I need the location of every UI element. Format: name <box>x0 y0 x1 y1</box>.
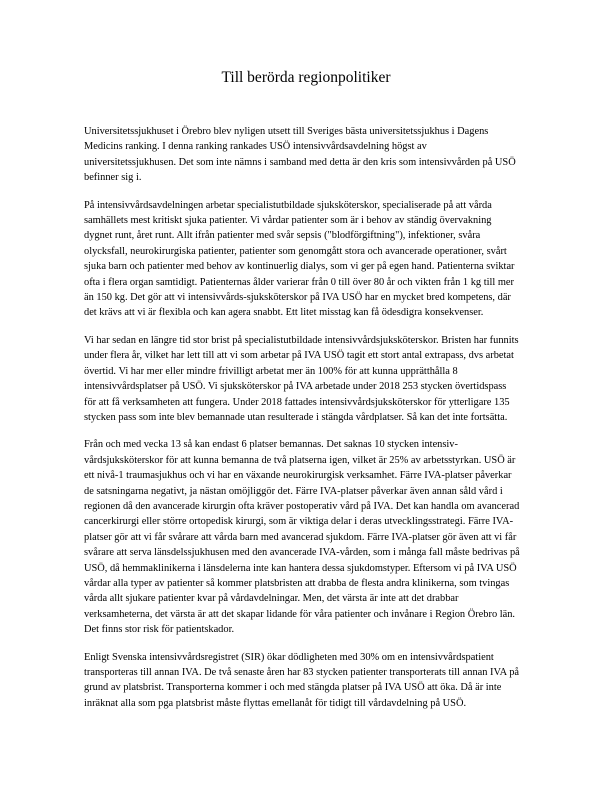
paragraph-intro: Universitetssjukhuset i Örebro blev nyligen utsett till Sveriges bästa universitetssjukhus i Dagens Medicins ranking. I denna ranking rankades USÖ intensivvårdsavdelning högst av universitetssjukhusen. Det som inte nämns i samband med detta är den kris som intensivvården på USÖ befinner sig i. <box>84 126 516 184</box>
letter-body <box>84 124 520 723</box>
page-title: Till berörda regionpolitiker <box>221 69 391 86</box>
paragraph-icu-description: På intensivvårdsavdelningen arbetar specialistutbildade sjuksköterskor, specialiserade på att vårda samhällets mest kritiskt sjuka patienter. Vi vårdar patienter som är i behov av ständig övervakning dygnet runt, året runt. Allt ifrån patienter med svår sepsis ("blodförgiftning"), infektioner, svåra olycksfall, neurokirurgiska patienter, patienter som genomgått stora och avancerade operationer, svårt sjuka barn och patienter med behov av kontinuerlig dialys, som vi ger på egen hand. Patienterna sviktar ofta i flera organ samtidigt. Patienternas ålder varierar från 0 till över 80 år och vikten från 1 kg till mer än 150 kg. Det gör att vi intensivvårds-sjuksköterskor på IVA USÖ har en mycket bred kompetens, där det krävs att vi är flexibla och kan agera snabbt. Ett litet misstag kan få ödesdigra konsekvenser. <box>84 199 515 319</box>
paragraph-mortality-risk: Enligt Svenska intensivvårdsregistret (SIR) ökar dödligheten med 30% om en intensivvårdspatient transporteras till annan IVA. De två senaste åren har 83 stycken patienter transporterats till annan IVA på grund av platsbrist. Transporterna kommer i och med stängda platser på IVA USÖ att öka. Då är inte inräknat alla som pga platsbrist måste flyttas emellanåt för tidigt till vårdavdelning på USÖ. <box>84 651 520 709</box>
paragraph-bed-reduction: Från och med vecka 13 så kan endast 6 platser bemannas. Det saknas 10 stycken intensiv-vårdsjuksköterskor för att kunna bemanna de två platserna igen, vilket är 25% av arbetsstyrkan. USÖ är ett nivå-1 traumasjukhus och vi har en växande neurokirurgisk verksamhet. Färre IVA-platser påverkar de satsningarna negativt, ja nästan omöjliggör det. Färre IVA-platser påverkar även annan såld vård i regionen då den avancerade kirurgin ofta kräver postoperativ vård på IVA. Det kan handla om avancerad cancerkirurgi eller större ortopedisk kirurgi, som är viktiga delar i deras utvecklingsstrategi. Färre IVA-platser gör att vi får svårare att vårda barn med avancerad sjukdom. Färre IVA-platser gör även att vi får svårare att serva länsdelssjukhusen med den avancerade IVA-vården, som i många fall måste bedrivas på USÖ, då hemmaklinikerna i länsdelerna inte kan hantera dessa sjukdomstyper. Eftersom vi på IVA USÖ vårdar alla typer av patienter så kommer platsbristen att drabba de flesta andra klinikerna, som tvingas vårda allt sjukare patienter kvar på vårdavdelningar. Men, det värsta är inte att det drabbar verksamheterna, det värsta är att det skapar lidande för våra patienter och invånare i Region Örebro län. Det finns stor risk för patientskador. <box>84 439 520 636</box>
paragraph-staff-shortage: Vi har sedan en längre tid stor brist på specialistutbildade intensivvårdsjuksköterskor. Bristen har funnits under flera år, vilket har lett till att vi som arbetar på IVA USÖ tagit ett stort antal extrapass, dvs arbetat övertid. Vi har mer eller mindre frivilligt arbetat mer än 100% för att kunna upprätthålla 8 intensivvårdsplatser på USÖ. Vi sjuksköterskor på IVA arbetade under 2018 253 stycken övertidspass för att få verksamheten att fungera. Under 2018 fattades intensivvårdsjuksköterskor för ytterligare 135 stycken pass som inte blev bemannade utan resulterade i stängda vårdplatser. Så kan det inte fortsätta. <box>84 334 519 423</box>
